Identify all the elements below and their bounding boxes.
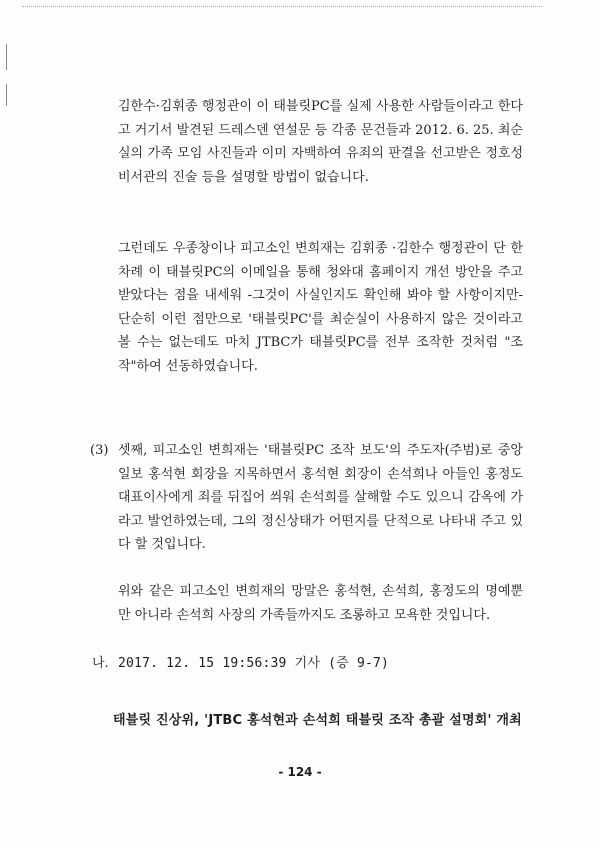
paragraph-tablet-users: 김한수·김휘종 행정관이 이 태블릿PC를 실제 사용한 사람들이라고 한다고 거기서 발견된 드레스덴 연설문 등 각종 문건들과 2012. 6. 25. 최순실의 가족 모임 사진들과 이미 자백하여 유죄의 판결을 선고받은 정호성 비서관의 진술 등을 설명할 방법이 없습니다. — [118, 99, 523, 185]
paragraph-defamation-summary: 위와 같은 피고소인 변희재의 망말은 홍석현, 손석희, 홍정도의 명예뿐만 아니라 손석희 사장의 가족들까지도 조롱하고 모욕한 것입니다. — [118, 584, 523, 623]
list-item-number: (3) — [90, 443, 109, 458]
item-3-text: 셋째, 피고소인 변희재는 '태블릿PC 조작 보도'의 주도자(주범)로 중앙일보 홍석현 회장을 지목하면서 홍석현 회장이 손석희나 아들인 홍정도 대표이사에게 죄를 뒤집어 씌워 손석희를 살해할 수도 있으니 감옥에 가라고 발언하였는데, 그의 정신상태가 어떤지를 단적으로 나타내 주고 있다 할 것입니다. — [118, 443, 523, 552]
article-headline: 태블릿 진상위, 'JTBC 홍석현과 손석희 태블릿 조작 총괄 설명회' 개최 — [113, 713, 522, 728]
page-number: - 124 - — [278, 765, 322, 779]
paragraph-item-3 — [118, 439, 523, 557]
scan-top-border — [22, 6, 542, 7]
article-reference: 2017. 12. 15 19:56:39 기사 (증 9-7) — [118, 656, 390, 671]
section-label: 나. — [92, 656, 109, 671]
scan-margin-mark — [6, 84, 7, 106]
scan-margin-mark — [6, 44, 7, 70]
paragraph-jtbc-fabrication-claim: 그런데도 우종창이나 피고소인 변희재는 김휘종 ·김한수 행정관이 단 한차례 이 태블릿PC의 이메일을 통해 청와대 홈페이지 개선 방안을 주고받았다는 점을 내세워 -그것이 사실인지도 확인해 봐야 할 사항이지만- 단순히 이런 점만으로 '태블릿PC'를 최순실이 사용하지 않은 것이라고 볼 수는 없는데도 마치 JTBC가 태블릿PC를 전부 조작한 것처럼 "조작"하여 선동하였습니다. — [118, 241, 523, 374]
